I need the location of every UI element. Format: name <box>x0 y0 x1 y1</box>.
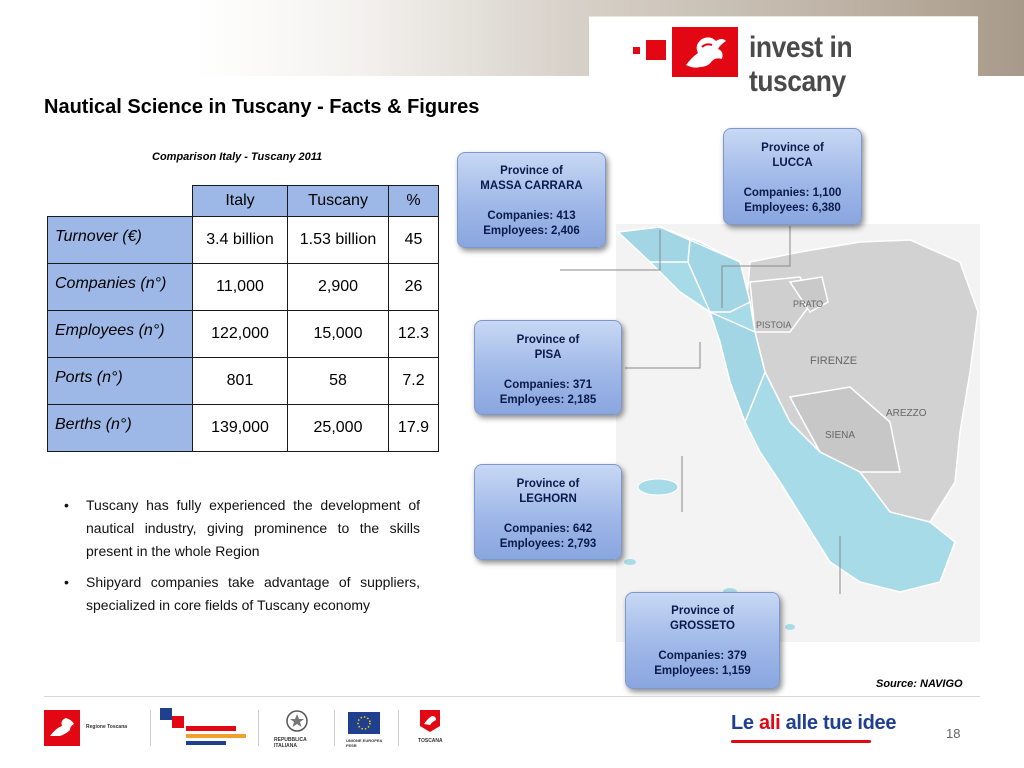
cell-percent: 7.2 <box>389 358 439 405</box>
callout-line1: Province of <box>500 165 563 177</box>
callout-province-name: MASSA CARRARA <box>480 180 583 192</box>
regione-toscana-label: Regione Toscana <box>86 724 128 730</box>
callout-employees: Employees: 2,185 <box>499 394 597 406</box>
unione-europea-label: UNIONE EUROPEA FESR <box>346 738 383 748</box>
cell-tuscany: 1.53 billion <box>288 217 389 264</box>
table-corner <box>48 186 193 217</box>
callout-companies: Companies: 413 <box>487 210 576 222</box>
callout-leghorn <box>474 464 622 560</box>
page-number: 18 <box>946 726 961 741</box>
bullet-dot-icon: • <box>64 497 69 513</box>
tuscany-map <box>560 222 980 652</box>
regione-toscana-logo <box>44 708 144 748</box>
logo-pegasus-block <box>672 27 738 77</box>
callout-employees: Employees: 2,793 <box>499 538 597 550</box>
row-label: Companies (n°) <box>48 264 193 311</box>
page-title: Nautical Science in Tuscany - Facts & Figures <box>44 96 480 118</box>
header-percent: % <box>389 186 439 217</box>
bullet-text: Shipyard companies take advantage of suppliers, specialized in core fields of Tuscany economy <box>86 574 420 613</box>
cell-percent: 17.9 <box>389 405 439 452</box>
repubblica-italiana-logo <box>272 710 322 748</box>
table-row <box>48 311 439 358</box>
unione-europea-logo <box>346 712 386 748</box>
table-header-row <box>48 186 439 217</box>
cell-italy: 801 <box>193 358 288 405</box>
callout-line1: Province of <box>671 605 734 617</box>
toscana-logo <box>414 708 446 748</box>
table-row <box>48 358 439 405</box>
cell-tuscany: 25,000 <box>288 405 389 452</box>
callout-grosseto <box>625 592 780 689</box>
table-row <box>48 405 439 452</box>
footer-separator <box>258 710 259 746</box>
cell-italy: 11,000 <box>193 264 288 311</box>
header-italy: Italy <box>193 186 288 217</box>
cell-percent: 45 <box>389 217 439 264</box>
cell-italy: 139,000 <box>193 405 288 452</box>
row-label: Employees (n°) <box>48 311 193 358</box>
table-row <box>48 217 439 264</box>
callout-province-name: LUCCA <box>772 157 813 169</box>
por-creo-logo <box>160 708 250 748</box>
slogan-suffix: alle tue idee <box>780 712 897 734</box>
callout-employees: Employees: 6,380 <box>744 202 841 214</box>
callout-line1: Province of <box>516 478 580 490</box>
callout-companies: Companies: 642 <box>503 523 593 535</box>
callout-massa-carrara <box>457 152 606 248</box>
callout-province-name: GROSSETO <box>670 620 735 632</box>
callout-employees: Employees: 1,159 <box>654 665 751 677</box>
elba-island <box>638 479 678 495</box>
slogan-accent: ali <box>759 712 781 734</box>
callout-province-name: PISA <box>534 349 562 361</box>
bullet-list <box>64 494 420 625</box>
footer-separator <box>398 710 399 746</box>
invest-in-tuscany-logo <box>589 16 978 98</box>
footer-separator <box>334 710 335 746</box>
bullet-item <box>64 571 420 617</box>
slogan-underline <box>731 740 871 743</box>
bullet-text: Tuscany has fully experienced the development of nautical industry, giving prominence to the skills present in the whole Region <box>86 497 420 559</box>
small-island <box>785 624 795 630</box>
callout-line1: Province of <box>761 142 824 154</box>
cell-italy: 3.4 billion <box>193 217 288 264</box>
row-label: Turnover (€) <box>48 217 193 264</box>
label-prato: PRATO <box>793 299 824 309</box>
bullet-dot-icon: • <box>64 574 69 590</box>
cell-tuscany: 2,900 <box>288 264 389 311</box>
logo-square-medium <box>646 40 666 60</box>
small-island <box>624 559 636 565</box>
table-caption: Comparison Italy - Tuscany 2011 <box>152 151 323 163</box>
callout-companies: Companies: 379 <box>658 650 747 662</box>
label-firenze: FIRENZE <box>810 355 858 367</box>
callout-lucca <box>723 128 862 225</box>
footer-divider <box>44 696 980 697</box>
source-note: Source: NAVIGO <box>876 678 963 690</box>
cell-percent: 26 <box>389 264 439 311</box>
repubblica-label: REPUBBLICA ITALIANA <box>274 737 307 749</box>
cell-tuscany: 58 <box>288 358 389 405</box>
callout-companies: Companies: 371 <box>503 379 593 391</box>
label-pistoia: PISTOIA <box>756 320 792 330</box>
callout-companies: Companies: 1,100 <box>743 187 842 199</box>
callout-line1: Province of <box>516 334 580 346</box>
slogan-prefix: Le <box>731 712 759 734</box>
logo-square-small <box>633 47 640 54</box>
cell-percent: 12.3 <box>389 311 439 358</box>
table-row <box>48 264 439 311</box>
callout-employees: Employees: 2,406 <box>483 225 580 237</box>
label-siena: SIENA <box>825 430 856 441</box>
bullet-item <box>64 494 420 563</box>
cell-tuscany: 15,000 <box>288 311 389 358</box>
row-label: Berths (n°) <box>48 405 193 452</box>
callout-province-name: LEGHORN <box>519 493 577 505</box>
comparison-table <box>47 185 439 452</box>
slogan-le-ali <box>731 712 896 735</box>
label-arezzo: AREZZO <box>886 408 927 419</box>
callout-pisa <box>474 320 622 415</box>
cell-italy: 122,000 <box>193 311 288 358</box>
header-tuscany: Tuscany <box>288 186 389 217</box>
brand-text: invest in tuscany <box>749 31 853 98</box>
toscana-label: TOSCANA <box>418 738 443 744</box>
row-label: Ports (n°) <box>48 358 193 405</box>
footer-separator <box>150 710 151 746</box>
